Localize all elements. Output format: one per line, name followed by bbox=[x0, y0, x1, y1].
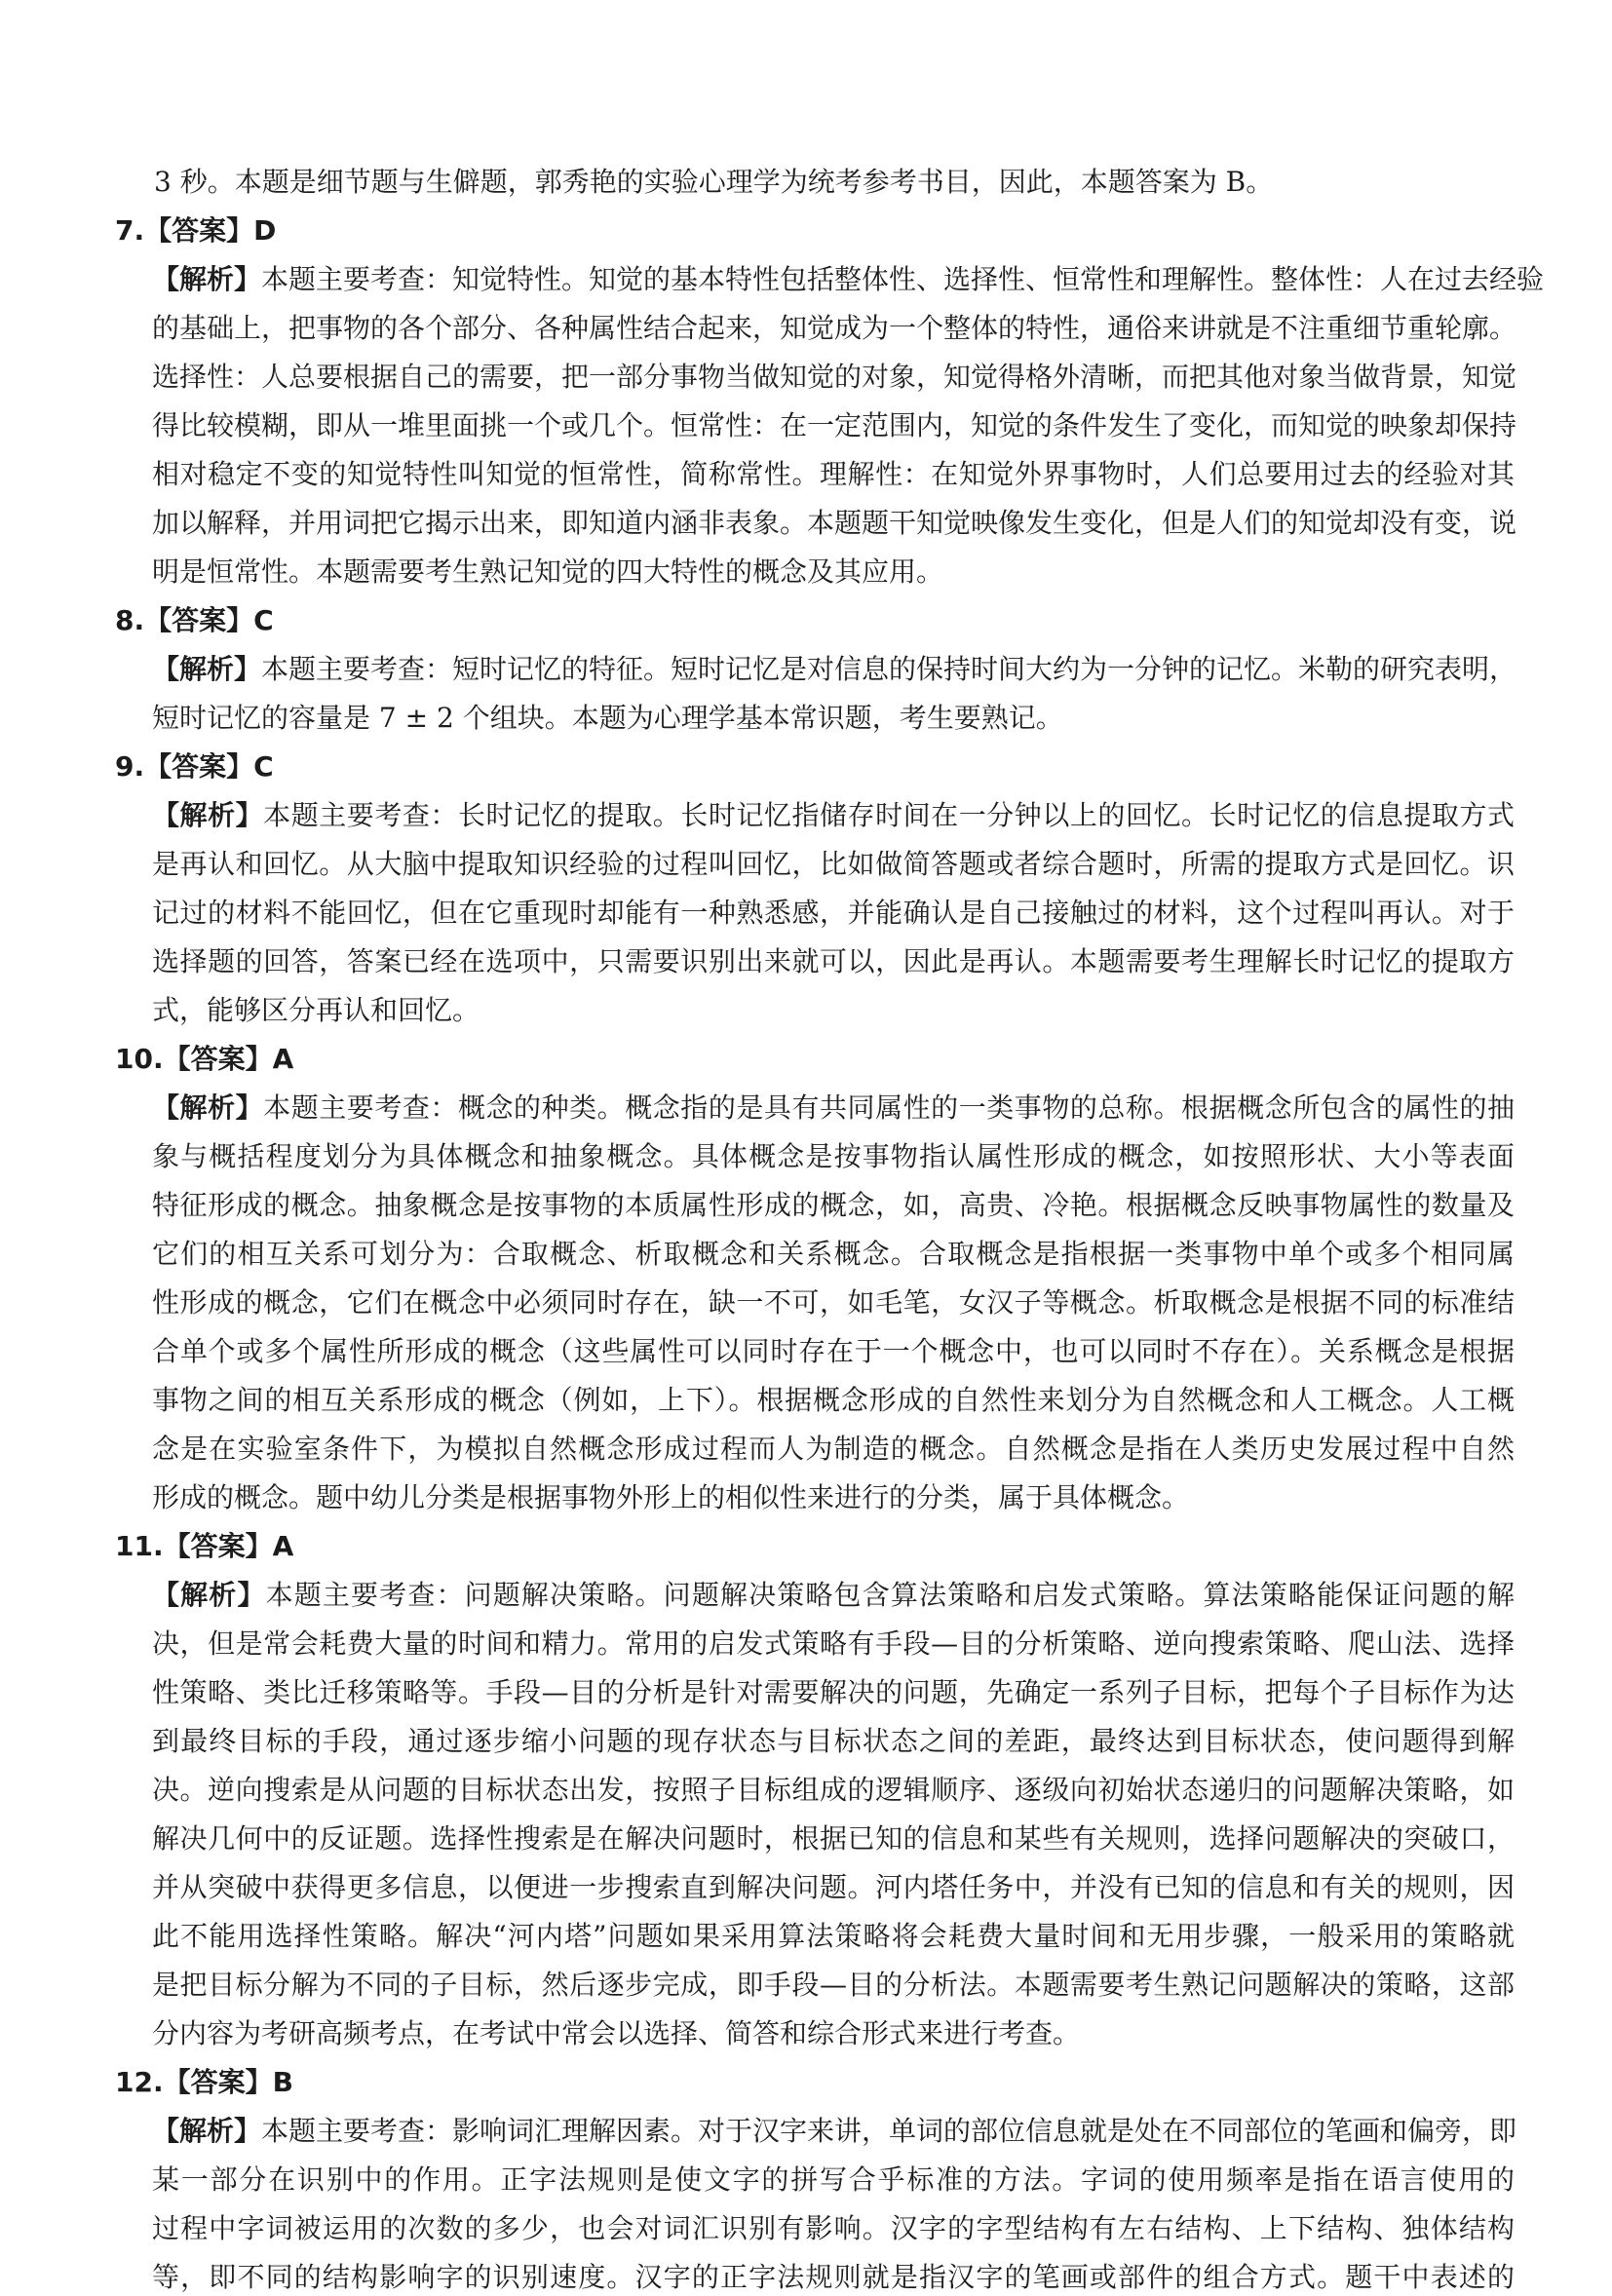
explanation-tag: 【解析】 bbox=[152, 263, 262, 295]
explanation-text: 到最终目标的手段，通过逐步缩小问题的现存状态与目标状态之间的差距，最终达到目标状态，使问题得到解 bbox=[152, 1725, 1515, 1757]
explanation-tag: 【解析】 bbox=[152, 2115, 262, 2147]
explanation-line bbox=[115, 554, 1515, 591]
explanation-text: 象与概括程度划分为具体概念和抽象概念。具体概念是按事物指认属性形成的概念，如按照形状、大小等表面 bbox=[152, 1140, 1515, 1172]
explanation-line bbox=[115, 1723, 1515, 1760]
explanation-text: 决。逆向搜索是从问题的目标状态出发，按照子目标组成的逻辑顺序、逐级向初始状态递归的问题解决策略，如 bbox=[152, 1774, 1515, 1806]
explanation-line bbox=[115, 700, 1515, 737]
explanation-line bbox=[115, 992, 1515, 1029]
question-number: 12. bbox=[115, 2066, 164, 2098]
explanation-line bbox=[115, 1577, 1515, 1614]
explanation-line bbox=[115, 943, 1515, 980]
explanation-line bbox=[115, 1090, 1515, 1127]
question-number: 11. bbox=[115, 1530, 164, 1562]
explanation-line bbox=[115, 1626, 1515, 1663]
explanation-text: 特征形成的概念。抽象概念是按事物的本质属性形成的概念，如，高贵、冷艳。根据概念反映事物属性的数量及 bbox=[152, 1189, 1515, 1221]
explanation-line bbox=[115, 1674, 1515, 1711]
answer-tag: 【答案】 bbox=[144, 604, 254, 636]
explanation-line bbox=[115, 846, 1515, 883]
explanation-text: 过程中字词被运用的次数的多少，也会对词汇识别有影响。汉字的字型结构有左右结构、上下结构、独体结构 bbox=[152, 2212, 1515, 2244]
explanation-line bbox=[115, 1187, 1515, 1224]
answer-heading bbox=[115, 748, 1515, 785]
explanation-line bbox=[115, 456, 1515, 493]
answer-value: C bbox=[253, 750, 274, 783]
answer-value: A bbox=[272, 1043, 294, 1075]
explanation-text: 念是在实验室条件下，为模拟自然概念形成过程而人为制造的概念。自然概念是指在人类历史发展过程中自然 bbox=[152, 1433, 1515, 1465]
explanation-line bbox=[115, 1138, 1515, 1175]
question-number: 8. bbox=[115, 604, 145, 636]
explanation-text: 某一部分在识别中的作用。正字法规则是使文字的拼写合乎标准的方法。字词的使用频率是指在语言使用的 bbox=[152, 2163, 1515, 2196]
explanation-line bbox=[115, 1431, 1515, 1468]
question-number: 9. bbox=[115, 750, 145, 783]
explanation-text: 得比较模糊，即从一堆里面挑一个或几个。恒常性：在一定范围内，知觉的条件发生了变化，而知觉的映象却保持 bbox=[152, 409, 1517, 441]
explanation-text: 性策略、类比迁移策略等。手段—目的分析是针对需要解决的问题，先确定一系列子目标，把每个子目标作为达 bbox=[152, 1676, 1515, 1708]
explanation-text: 等，即不同的结构影响字的识别速度。汉字的正字法规则就是指汉字的笔画或部件的组合方式。题干中表述的 bbox=[152, 2261, 1515, 2293]
question-number: 7. bbox=[115, 214, 145, 247]
explanation-text: 式，能够区分再认和回忆。 bbox=[152, 994, 480, 1026]
explanation-text: 本题主要考查：概念的种类。概念指的是具有共同属性的一类事物的总称。根据概念所包含的属性的抽 bbox=[263, 1091, 1515, 1124]
explanation-line bbox=[115, 895, 1515, 932]
explanation-tag: 【解析】 bbox=[152, 653, 262, 685]
explanation-line bbox=[115, 1918, 1515, 1955]
answer-heading bbox=[115, 1528, 1515, 1565]
explanation-text: 本题主要考查：影响词汇理解因素。对于汉字来讲，单词的部位信息就是处在不同部位的笔画和偏旁，即 bbox=[261, 2115, 1517, 2147]
explanation-text: 记过的材料不能回忆，但在它重现时却能有一种熟悉感，并能确认是自己接触过的材料，这个过程叫再认。对于 bbox=[152, 897, 1515, 929]
answer-value: B bbox=[272, 2066, 293, 2098]
explanation-text: 是再认和回忆。从大脑中提取知识经验的过程叫回忆，比如做简答题或者综合题时，所需的提取方式是回忆。识 bbox=[152, 848, 1515, 880]
answer-tag: 【答案】 bbox=[144, 214, 254, 247]
explanation-text: 相对稳定不变的知觉特性叫知觉的恒常性，简称常性。理解性：在知觉外界事物时，人们总要用过去的经验对其 bbox=[152, 458, 1515, 490]
continuation-line: 3 秒。本题是细节题与生僻题，郭秀艳的实验心理学为统考参考书目，因此，本题答案为 B。 bbox=[154, 166, 1274, 198]
explanation-text: 短时记忆的容量是 7 ± 2 个组块。本题为心理学基本常识题，考生要熟记。 bbox=[152, 702, 1063, 734]
explanation-text: 本题主要考查：短时记忆的特征。短时记忆是对信息的保持时间大约为一分钟的记忆。米勒的研究表明， bbox=[261, 653, 1517, 685]
explanation-line bbox=[115, 1382, 1515, 1419]
explanation-tag: 【解析】 bbox=[152, 799, 264, 831]
explanation-line bbox=[115, 2259, 1515, 2296]
explanation-text: 本题主要考查：知觉特性。知觉的基本特性包括整体性、选择性、恒常性和理解性。整体性：人在过去经验 bbox=[261, 263, 1545, 295]
explanation-line bbox=[115, 1820, 1515, 1857]
explanation-line bbox=[115, 1333, 1515, 1370]
explanation-line bbox=[115, 1284, 1515, 1321]
answer-value: A bbox=[272, 1530, 294, 1562]
explanation-text: 本题主要考查：问题解决策略。问题解决策略包含算法策略和启发式策略。算法策略能保证问题的解 bbox=[265, 1579, 1515, 1611]
answer-tag: 【答案】 bbox=[163, 1043, 273, 1075]
explanation-line bbox=[115, 1479, 1515, 1516]
explanation-line bbox=[115, 1967, 1515, 2004]
explanation-text: 它们的相互关系可划分为：合取概念、析取概念和关系概念。合取概念是指根据一类事物中单个或多个相同属 bbox=[152, 1238, 1515, 1270]
explanation-text: 选择题的回答，答案已经在选项中，只需要识别出来就可以，因此是再认。本题需要考生理解长时记忆的提取方 bbox=[152, 945, 1515, 977]
explanation-line bbox=[115, 2113, 1515, 2150]
explanation-line bbox=[115, 359, 1515, 396]
explanation-line bbox=[115, 651, 1515, 688]
explanation-text: 加以解释，并用词把它揭示出来，即知道内涵非表象。本题题干知觉映像发生变化，但是人们的知觉却没有变，说 bbox=[152, 507, 1517, 539]
explanation-line bbox=[115, 310, 1515, 347]
explanation-text: 本题主要考查：长时记忆的提取。长时记忆指储存时间在一分钟以上的回忆。长时记忆的信息提取方式 bbox=[263, 799, 1515, 831]
explanation-tag: 【解析】 bbox=[152, 1579, 266, 1611]
explanation-line bbox=[115, 2162, 1515, 2199]
explanation-text: 事物之间的相互关系形成的概念（例如，上下）。根据概念形成的自然性来划分为自然概念和人工概念。人工概 bbox=[152, 1384, 1515, 1416]
answer-tag: 【答案】 bbox=[163, 1530, 273, 1562]
explanation-text: 此不能用选择性策略。解决“河内塔”问题如果采用算法策略将会耗费大量时间和无用步骤，一般采用的策略就 bbox=[152, 1920, 1515, 1952]
explanation-line bbox=[115, 2210, 1515, 2247]
explanation-text: 选择性：人总要根据自己的需要，把一部分事物当做知觉的对象，知觉得格外清晰，而把其他对象当做背景，知觉 bbox=[152, 361, 1517, 393]
answer-heading bbox=[115, 602, 1515, 639]
explanation-text: 是把目标分解为不同的子目标，然后逐步完成，即手段—目的分析法。本题需要考生熟记问题解决的策略，这部 bbox=[152, 1969, 1515, 2001]
explanation-tag: 【解析】 bbox=[152, 1091, 264, 1124]
explanation-text: 决，但是常会耗费大量的时间和精力。常用的启发式策略有手段—目的分析策略、逆向搜索策略、爬山法、选择 bbox=[152, 1627, 1515, 1660]
question-number: 10. bbox=[115, 1043, 164, 1075]
explanation-text: 并从突破中获得更多信息，以便进一步搜索直到解决问题。河内塔任务中，并没有已知的信息和有关的规则，因 bbox=[152, 1871, 1515, 1903]
explanation-line bbox=[115, 505, 1515, 542]
answer-tag: 【答案】 bbox=[144, 750, 254, 783]
answer-heading bbox=[115, 2064, 1515, 2101]
explanation-text: 解决几何中的反证题。选择性搜索是在解决问题时，根据已知的信息和某些有关规则，选择问题解决的突破口， bbox=[152, 1822, 1515, 1855]
explanation-line bbox=[115, 261, 1545, 298]
explanation-line bbox=[115, 797, 1515, 834]
explanation-text: 的基础上，把事物的各个部分、各种属性结合起来，知觉成为一个整体的特性，通俗来讲就是不注重细节重轮廓。 bbox=[152, 312, 1517, 344]
answer-value: C bbox=[253, 604, 274, 636]
explanation-line bbox=[115, 1772, 1515, 1809]
explanation-text: 性形成的概念，它们在概念中必须同时存在，缺一不可，如毛笔，女汉子等概念。析取概念是根据不同的标准结 bbox=[152, 1286, 1515, 1319]
answer-tag: 【答案】 bbox=[163, 2066, 273, 2098]
explanation-line bbox=[115, 2015, 1515, 2052]
explanation-text: 分内容为考研高频考点，在考试中常会以选择、简答和综合形式来进行考查。 bbox=[152, 2017, 1081, 2049]
explanation-line bbox=[115, 407, 1515, 444]
explanation-text: 合单个或多个属性所形成的概念（这些属性可以同时存在于一个概念中，也可以同时不存在）。关系概念是根据 bbox=[152, 1335, 1515, 1367]
explanation-line bbox=[115, 1236, 1515, 1273]
answer-heading bbox=[115, 212, 1515, 249]
answer-value: D bbox=[253, 214, 277, 247]
explanation-text: 形成的概念。题中幼儿分类是根据事物外形上的相似性来进行的分类，属于具体概念。 bbox=[152, 1481, 1190, 1513]
explanation-line bbox=[115, 1869, 1515, 1906]
explanation-text: 明是恒常性。本题需要考生熟记知觉的四大特性的概念及其应用。 bbox=[152, 555, 944, 588]
answer-heading bbox=[115, 1041, 1515, 1078]
